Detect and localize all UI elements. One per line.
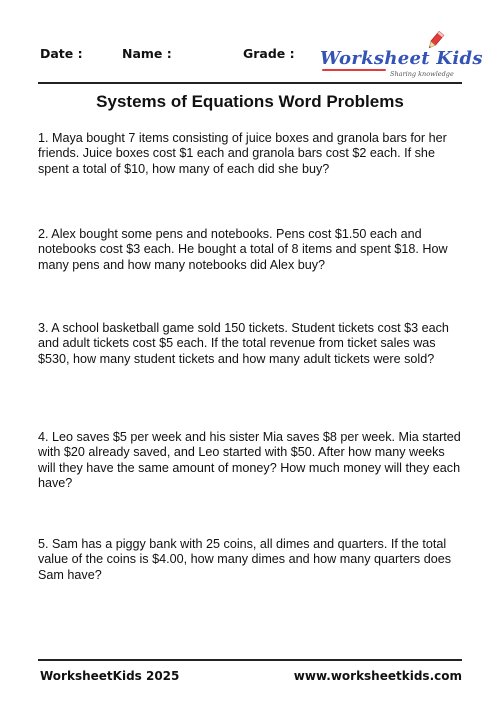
logo-tagline: Sharing knowledge — [390, 70, 454, 78]
logo-underline — [322, 69, 386, 71]
footer-divider — [38, 659, 462, 661]
grade-label: Grade : — [243, 46, 295, 61]
date-label: Date : — [40, 46, 83, 61]
worksheet-header — [0, 0, 500, 84]
pencil-icon — [424, 30, 446, 52]
footer-copyright: WorksheetKids 2025 — [40, 669, 180, 683]
name-label: Name : — [122, 46, 172, 61]
worksheet-kids-logo — [318, 30, 483, 82]
problem-1: 1. Maya bought 7 items consisting of juice boxes and granola bars for her friends. Juice boxes cost $1 each and granola bars cost $2 each. If she spent a total of $10, how many of each did she buy? — [38, 131, 447, 176]
problem-2: 2. Alex bought some pens and notebooks. Pens cost $1.50 each and notebooks cost $3 each. He bought a total of 8 items and spent $18. How many pens and how many notebooks did Alex buy? — [38, 227, 448, 272]
footer-website: www.worksheetkids.com — [293, 669, 462, 683]
page-title: Systems of Equations Word Problems — [96, 92, 404, 111]
problem-5: 5. Sam has a piggy bank with 25 coins, all dimes and quarters. If the total value of the coins is $4.00, how many dimes and how many quarters does Sam have? — [38, 537, 452, 582]
logo-brand-text: Worksheet Kids — [320, 48, 483, 69]
problem-3: 3. A school basketball game sold 150 tickets. Student tickets cost $3 each and adult tickets cost $5 each. If the total revenue from ticket sales was $530, how many student tickets and how many adult tickets were sold? — [38, 321, 449, 366]
header-divider — [38, 82, 462, 84]
problem-4: 4. Leo saves $5 per week and his sister Mia saves $8 per week. Mia started with $20 already saved, and Leo started with $50. After how many weeks will they have the same amount of money? How much money will they each have? — [38, 430, 461, 491]
